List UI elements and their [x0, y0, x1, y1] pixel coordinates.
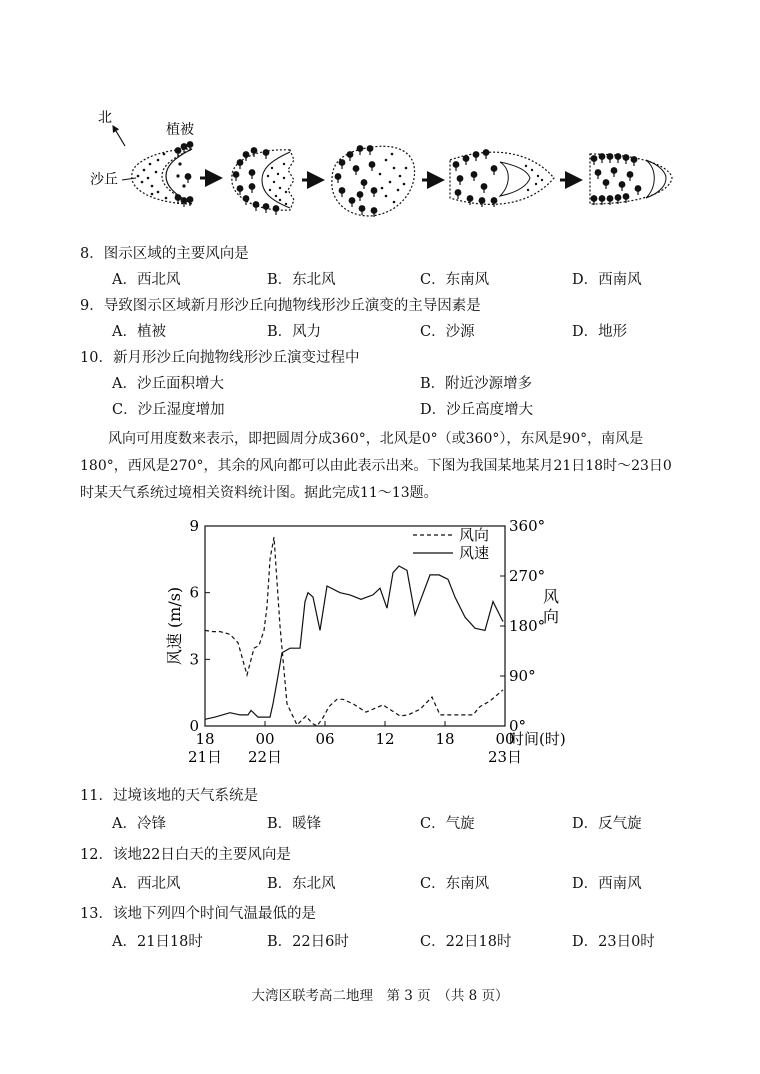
legend-label: 风向 [459, 526, 490, 544]
right-tick-label: 180° [509, 617, 546, 635]
right-tick-label: 0° [509, 717, 527, 735]
dune-stage-3 [332, 145, 415, 217]
question-12: 12．该地22日白天的主要风向是 [80, 847, 291, 863]
dune-stage-2 [232, 147, 294, 215]
q9-option-c[interactable]: C．沙源 [420, 324, 475, 340]
left-tick-label: 6 [189, 583, 199, 602]
q8-option-b[interactable]: B．东北风 [267, 272, 336, 288]
legend-label: 风速 [459, 544, 490, 562]
q8-option-c[interactable]: C．东南风 [420, 272, 490, 288]
x-tick-label: 18 [195, 730, 215, 748]
wind-speed-line [205, 566, 503, 719]
q13-option-b[interactable]: B．22日6时 [267, 934, 349, 950]
q10-option-a[interactable]: A．沙丘面积增大 [112, 376, 224, 392]
q13-option-d[interactable]: D．23日0时 [572, 934, 655, 950]
right-tick-label: 360° [509, 517, 546, 535]
q11-option-b[interactable]: B．暖锋 [267, 816, 322, 832]
left-tick-label: 9 [189, 517, 199, 535]
q12-option-a[interactable]: A．西北风 [112, 876, 181, 892]
x-tick-label: 00 [495, 730, 515, 748]
dune-evolution-figure [80, 104, 680, 234]
x-tick-label: 18 [435, 730, 455, 748]
x-tick-label: 00 [255, 730, 275, 748]
q13-option-a[interactable]: A．21日18时 [112, 934, 203, 950]
question-10: 10．新月形沙丘向抛物线形沙丘演变过程中 [80, 350, 360, 366]
right-tick-label: 270° [509, 567, 546, 585]
right-axis-label: 向 [542, 607, 560, 626]
left-tick-label: 3 [189, 650, 199, 669]
x-day-label: 21日 [187, 748, 223, 766]
dune-stage-5 [590, 153, 672, 205]
q10-option-b[interactable]: B．附近沙源增多 [420, 376, 533, 392]
question-9: 9．导致图示区域新月形沙丘向抛物线形沙丘演变的主导因素是 [80, 298, 481, 314]
q11-option-d[interactable]: D．反气旋 [572, 816, 642, 832]
page-footer: 大湾区联考高二地理 第 3 页 （共 8 页） [251, 988, 509, 1004]
question-11: 11．过境该地的天气系统是 [80, 788, 258, 804]
q13-option-c[interactable]: C．22日18时 [420, 934, 512, 950]
question-8: 8．图示区域的主要风向是 [80, 246, 249, 262]
left-tick-label: 0 [189, 717, 199, 735]
q9-option-a[interactable]: A．植被 [112, 324, 166, 340]
x-axis-label: 时间(时) [509, 730, 566, 748]
q10-option-d[interactable]: D．沙丘高度增大 [420, 402, 534, 418]
q9-option-d[interactable]: D．地形 [572, 324, 628, 340]
q8-option-a[interactable]: A．西北风 [112, 272, 181, 288]
left-axis-label: 风速 (m/s) [165, 586, 184, 666]
q12-option-b[interactable]: B．东北风 [267, 876, 336, 892]
dune-stage-1 [132, 141, 193, 207]
x-day-label: 23日 [487, 748, 523, 766]
question-13: 13．该地下列四个时间气温最低的是 [80, 906, 316, 922]
right-axis-label: 风 [542, 587, 560, 606]
x-day-label: 22日 [247, 748, 283, 766]
q9-option-b[interactable]: B．风力 [267, 324, 322, 340]
north-label: 北 [98, 110, 112, 126]
dune-label: 沙丘 [90, 172, 118, 188]
q10-option-c[interactable]: C．沙丘湿度增加 [112, 402, 225, 418]
right-tick-label: 90° [509, 667, 536, 685]
dune-stage-4 [450, 149, 554, 207]
q11-option-a[interactable]: A．冷锋 [112, 816, 166, 832]
wind-chart [160, 512, 600, 772]
x-tick-label: 12 [375, 730, 395, 748]
wind-direction-line [205, 537, 503, 726]
q12-option-c[interactable]: C．东南风 [420, 876, 490, 892]
x-tick-label: 06 [315, 730, 335, 748]
q11-option-c[interactable]: C．气旋 [420, 816, 475, 832]
north-arrow-icon [113, 126, 125, 146]
q12-option-d[interactable]: D．西南风 [572, 876, 642, 892]
vegetation-label: 植被 [166, 122, 194, 138]
passage-text: 风向可用度数来表示，即把圆周分成360°，北风是0°（或360°），东风是90°，南风是180°，西风是270°，其余的风向都可以由此表示出来。下图为我国某地某月21日18时～23日0时某天气系统过境相关资料统计图。据此完成11～13题。 [80, 431, 672, 501]
q8-option-d[interactable]: D．西南风 [572, 272, 642, 288]
